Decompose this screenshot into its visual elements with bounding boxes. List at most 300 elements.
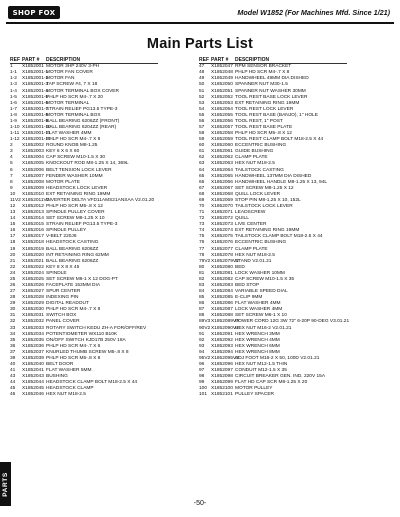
description-cell: KNURLED THUMB SCREW M5-.8 X 8 (46, 349, 129, 355)
part-number-cell: X1852087 (211, 307, 233, 313)
description-cell: PHLP HD SCR M5-.8 X 8 (46, 355, 101, 361)
part-number-cell: X1852026 (22, 283, 44, 288)
ref-cell: 27 (10, 289, 16, 295)
description-cell: FLAT WASHER 4MM (235, 301, 281, 307)
part-number-cell: X1852076 (211, 240, 233, 246)
part-number-cell: X1852058 (211, 131, 233, 137)
ref-cell: 50 (199, 82, 205, 88)
ref-cell: 43 (10, 374, 16, 380)
ref-cell: 76 (199, 240, 205, 246)
part-number-cell: X1852068 (211, 191, 233, 197)
description-cell: TOOL REST BASE LOCK LEVER (235, 94, 308, 100)
description-cell: HEX WRENCH 8MM (235, 349, 280, 355)
part-number-cell: X1852030 (22, 307, 44, 313)
part-number-cell: X1852002 (22, 143, 44, 149)
description-cell: HANDWHEEL HANDLE M8-1.25 X 13, 94L (235, 179, 328, 185)
ref-cell: 82 (199, 276, 205, 282)
part-number-cell: X1852019 (22, 246, 44, 252)
part-number-cell: X1852016 (22, 228, 44, 234)
description-cell: BALL BEARING 6206ZZ (46, 258, 99, 264)
description-cell: CLAMP PLATE (235, 246, 268, 252)
part-number-cell: X1852005 (22, 161, 44, 167)
part-number-cell: X1852015 (22, 222, 44, 228)
description-cell: VARIABLE SPEED DIAL (235, 289, 288, 295)
ref-cell: 92 (199, 337, 205, 343)
part-number-cell: X1852006 (22, 167, 44, 173)
part-number-cell: X1852083 (211, 283, 233, 288)
ref-cell: 80 (199, 264, 205, 270)
description-cell: FACEPLATE 153MM DIA (46, 283, 101, 288)
part-number-cell: X1852097 (211, 368, 233, 374)
part-number-cell: X1852069 (211, 197, 233, 203)
model-header: Model W1852 (For Machines Mfd. Since 1/21) (237, 8, 390, 17)
description-cell: INVERTER DELTA VFD11AMS21ANSAA V2.01.20 (46, 197, 155, 203)
ref-cell: 31 (10, 313, 16, 319)
part-number-cell: X1852091 (211, 331, 233, 337)
description-cell: MOTOR PULLEY (235, 386, 273, 392)
description-cell: MOTOR PLATE (46, 179, 80, 185)
description-cell: HEADSTOCK CLAMP (46, 386, 94, 392)
description-cell: MOTOR TERMINAL (46, 100, 90, 106)
ref-cell: 49 (199, 76, 205, 82)
description-cell: MOTOR TERMINAL BOX (46, 112, 101, 118)
description-cell: HANDWHEEL 137MM DIA DISHED (235, 173, 312, 179)
description-cell: HEADSTOCK LOCK LEVER (46, 185, 108, 191)
ref-cell: 29 (10, 301, 16, 307)
ref-column-header: REF (199, 57, 209, 63)
description-cell: TOOL REST, 1" POST (235, 118, 283, 124)
part-number-cell: X1852004 (22, 155, 44, 161)
ref-cell: 60 (199, 143, 205, 149)
ref-cell: 96 (199, 362, 205, 368)
part-number-cell: X1852086 (211, 301, 233, 307)
part-number-cell: X1852064 (211, 167, 233, 173)
description-cell: TAILSTOCK CLAMP BOLT M18-2.5 X 44 (235, 234, 323, 240)
ref-cell: 97 (199, 368, 205, 374)
ref-cell: 5 (10, 161, 13, 167)
ref-cell: 83 (199, 283, 205, 288)
description-cell: HEX WRENCH 3MM (235, 331, 280, 337)
part-number-cell: X1852073 (211, 222, 233, 228)
ref-cell: 54 (199, 106, 205, 112)
description-cell: SPANNER NUT M30-1.5 (235, 82, 288, 88)
description-cell: STAND V2.01.21 (235, 258, 272, 264)
description-cell: SPANNER NUT WASHER 30MM (235, 88, 306, 94)
ref-cell: 4 (10, 155, 13, 161)
ref-cell: 39 (10, 355, 16, 361)
description-cell: PULLEY SPACER (235, 392, 275, 398)
ref-cell: 45 (10, 386, 16, 392)
ref-cell: 73 (199, 222, 205, 228)
ref-cell: 1-1 (10, 70, 17, 76)
part-number-cell: X1852040 (22, 362, 44, 368)
description-cell: PHLP HD SCR M4-.7 X 6 (46, 343, 101, 349)
description-cell: SPINDLE (46, 270, 67, 276)
description-cell: PHLP HD SCR M4-.7 X 8 (46, 137, 101, 143)
part-number-cell: X1852059 (211, 137, 233, 143)
side-tab-label: PARTS (2, 471, 9, 497)
part-number-cell: X1852047 (211, 64, 233, 70)
page-title: Main Parts List (146, 36, 254, 52)
part-number-cell: X1852070 (211, 203, 233, 209)
description-cell: CONDUIT M12-1.5 X 35 (235, 368, 287, 374)
ref-cell: 14 (10, 216, 16, 222)
part-number-cell: X1852072 (211, 216, 233, 222)
description-cell: ROUND KNOB M8-1.25 (46, 143, 98, 149)
part-number-cell: X1852089V3 (211, 319, 239, 325)
part-number-cell: X1852080 (211, 264, 233, 270)
ref-cell: 1-2 (10, 76, 17, 82)
ref-cell: 93 (199, 343, 205, 349)
ref-cell: 26 (10, 283, 16, 288)
ref-cell: 12 (10, 203, 16, 209)
description-cell: LOCK WASHER 4MM (235, 307, 283, 313)
ref-cell: 75 (199, 234, 205, 240)
description-cell: KEY 6 X 6 X 60 (46, 149, 80, 155)
description-cell: POTENTIOMETER WX110 B10K (46, 331, 118, 337)
part-number-cell: X1852001-4 (22, 88, 49, 94)
part-number-cell: X1852007 (22, 173, 44, 179)
part-number-cell: X1852100 (211, 386, 233, 392)
part-number-cell: X1852025 (22, 276, 44, 282)
ref-cell: 87 (199, 307, 205, 313)
description-cell: FLAT WASHER 4MM (46, 131, 92, 137)
part-number-cell: X1852001-2 (22, 76, 49, 82)
description-cell: STOP PIN M8-1.25 X 10, 152L (235, 197, 301, 203)
part-number-cell: X1852088 (211, 313, 233, 319)
ref-cell: 61 (199, 149, 205, 155)
description-cell: PHLP HD SCR M5-.8 X 12 (235, 131, 292, 137)
part-number-cell: X1852001-8 (22, 112, 49, 118)
description-cell: PHLP HD SCR M4-.7 X 8 (46, 307, 101, 313)
part-number-cell: X1852013 (22, 210, 44, 216)
description-cell: BELT DOOR (46, 362, 74, 368)
ref-cell: 44 (10, 380, 16, 386)
part-number-cell: X1852044 (22, 380, 44, 386)
description-column-header: DESCRIPTION (46, 57, 81, 63)
part-number-cell: X1852092 (211, 337, 233, 343)
description-cell: BALL BEARING 6204ZZ (REAR) (46, 124, 117, 130)
description-cell: BUSHING (46, 374, 68, 380)
ref-cell: 64 (199, 167, 205, 173)
part-number-cell: X1852011V2 (22, 197, 50, 203)
description-cell: TAILSTOCK LOCK LEVER (235, 203, 293, 209)
ref-cell: 35 (10, 337, 16, 343)
parts-table-right (199, 57, 350, 398)
ref-cell: 78 (199, 252, 205, 258)
ref-cell: 52 (199, 94, 205, 100)
description-cell: HEADSTOCK CASTING (46, 240, 99, 246)
header-divider (6, 22, 394, 24)
ref-cell: 48 (199, 70, 205, 76)
part-column-header: PART # (211, 57, 229, 63)
ref-cell: 6 (10, 167, 13, 173)
ref-cell: 34 (10, 331, 16, 337)
description-cell: FENDER WASHER 10MM (46, 173, 103, 179)
description-cell: FLAT WASHER 5MM (46, 368, 92, 374)
part-number-cell: X1852090V2 (211, 325, 239, 331)
ref-cell: 65 (199, 173, 205, 179)
ref-cell: 32 (10, 319, 16, 325)
part-number-cell: X1852037 (22, 349, 44, 355)
part-number-cell: X1852061 (211, 149, 233, 155)
description-cell: INDEXING PIN (46, 295, 79, 301)
part-number-cell: X1852084 (211, 289, 233, 295)
description-cell: TOOL REST LOCK LEVER (235, 106, 294, 112)
part-number-cell: X1852001-10 (22, 124, 51, 130)
description-cell: BELT TENSION LOCK LEVER (46, 167, 112, 173)
part-number-cell: X1852063 (211, 161, 233, 167)
part-number-cell: X1852029 (22, 301, 44, 307)
part-number-cell: X1852001-1 (22, 70, 49, 76)
ref-cell: 1-10 (10, 124, 20, 130)
part-number-cell: X1852034 (22, 331, 44, 337)
ref-cell: 30 (10, 307, 16, 313)
ref-cell: 1-5 (10, 94, 17, 100)
description-cell: EXT RETAINING RING 19MM (46, 191, 111, 197)
table-body (10, 64, 158, 398)
description-cell: SET SCREW M8-1.25 X 12 (235, 185, 294, 191)
ref-cell: 101 (199, 392, 208, 398)
description-cell: HANDWHEEL 49MM DIA DISHED (235, 76, 309, 82)
ref-cell: 95V2 (199, 355, 211, 361)
ref-cell: 1-9 (10, 118, 17, 124)
part-number-cell: X1852078 (211, 252, 233, 258)
ref-cell: 37 (10, 349, 16, 355)
part-number-cell: X1852048 (211, 70, 233, 76)
part-number-cell: X1852001-3 (22, 82, 49, 88)
ref-cell: 62 (199, 155, 205, 161)
part-number-cell: X1852079V2 (211, 258, 239, 264)
ref-cell: 1 (10, 64, 13, 70)
part-number-cell: X1852021 (22, 258, 44, 264)
part-number-cell: X1852028 (22, 295, 44, 301)
part-number-cell: X1852101 (211, 392, 233, 398)
ref-cell: 1-7 (10, 106, 17, 112)
ref-cell: 55 (199, 112, 205, 118)
part-number-cell: X1852020 (22, 252, 44, 258)
part-number-cell: X1852052 (211, 94, 233, 100)
description-cell: LIVE CENTER (235, 222, 267, 228)
ref-cell: 71 (199, 210, 205, 216)
part-number-cell: X1852022 (22, 264, 44, 270)
part-number-cell: X1852018 (22, 240, 44, 246)
description-cell: MOTOR 3HP 240V 3-PH (46, 64, 100, 70)
ref-cell: 8 (10, 179, 13, 185)
table-body (199, 64, 350, 398)
ref-cell: 15 (10, 222, 16, 228)
ref-cell: 68 (199, 191, 205, 197)
description-cell: V-BELT 220J6 (46, 234, 77, 240)
ref-cell: 77 (199, 246, 205, 252)
description-cell: HEX WRENCH 4MM (235, 337, 280, 343)
ref-cell: 90V2 (199, 325, 211, 331)
part-number-cell: X1852066 (211, 179, 233, 185)
description-cell: CAP SCREW M10-1.5 X 30 (46, 155, 106, 161)
ref-cell: 17 (10, 234, 16, 240)
page-number: -50- (193, 500, 207, 507)
description-cell: MOTOR FAN COVER (46, 70, 93, 76)
description-cell: TOOL REST CLAMP BOLT M18-2.5 X 44 (235, 137, 324, 143)
part-number-cell: X1852001-7 (22, 106, 49, 112)
description-column-header: DESCRIPTION (235, 57, 270, 63)
description-cell: SWITCH BOX (46, 313, 77, 319)
ref-cell: 41 (10, 368, 16, 374)
description-cell: E-CLIP 9MM (235, 295, 263, 301)
part-number-cell: X1852001-6 (22, 100, 49, 106)
ref-cell: 1-6 (10, 100, 17, 106)
part-number-cell: X1852001 (22, 64, 44, 70)
description-cell: TAILSTOCK CASTING (235, 167, 284, 173)
description-cell: TOOL REST BASE (BANJO), 1" HOLE (235, 112, 318, 118)
ref-cell: 74 (199, 228, 205, 234)
ref-cell: 86 (199, 301, 205, 307)
description-cell: DIGITAL READOUT (46, 301, 89, 307)
part-number-cell: X1852001-11 (22, 131, 51, 137)
ref-cell: 94 (199, 349, 205, 355)
description-cell: RPM SENSOR BRACKET (235, 64, 292, 70)
part-number-cell: X1852062 (211, 155, 233, 161)
part-number-cell: X1852014 (22, 216, 44, 222)
description-cell: HEX NUT M18-2.5 (235, 161, 275, 167)
ref-cell: 100 (199, 386, 208, 392)
ref-cell: 84 (199, 289, 205, 295)
ref-cell: 56 (199, 118, 205, 124)
part-number-cell: X1852049 (211, 76, 233, 82)
ref-cell: 85 (199, 295, 205, 301)
ref-cell: 11V2 (10, 197, 21, 203)
part-number-cell: X1852043 (22, 374, 44, 380)
part-number-cell: X1852055 (211, 112, 233, 118)
part-number-cell: X1852094 (211, 349, 233, 355)
part-number-cell: X1852027 (22, 289, 44, 295)
description-cell: QUILL LOCK LEVER (235, 191, 281, 197)
ref-cell: 79V2 (199, 258, 211, 264)
ref-cell: 1-11 (10, 131, 20, 137)
ref-cell: 99 (199, 380, 205, 386)
ref-cell: 88 (199, 313, 205, 319)
ref-cell: 9 (10, 185, 13, 191)
description-cell: BALL BEARING 6206ZZ (46, 246, 99, 252)
table-row (199, 392, 347, 398)
ref-cell: 10 (10, 191, 16, 197)
part-number-cell: X1852001-5 (22, 94, 49, 100)
part-number-cell: X1852008 (22, 179, 44, 185)
description-cell: HEADSTOCK CLAMP BOLT M18-2.5 X 44 (46, 380, 138, 386)
ref-cell: 72 (199, 216, 205, 222)
description-cell: SPINDLE PULLEY COVER (46, 210, 105, 216)
part-number-cell: X1852056 (211, 118, 233, 124)
ref-cell: 59 (199, 137, 205, 143)
part-number-cell: X1852035 (22, 337, 44, 343)
part-number-cell: X1852050 (211, 82, 233, 88)
ref-cell: 28 (10, 295, 16, 301)
description-cell: CIRCUIT BREAKER GEN. IND. 220V 15A (235, 374, 326, 380)
ref-cell: 1-8 (10, 112, 17, 118)
ref-cell: 47 (199, 64, 205, 70)
ref-cell: 33 (10, 325, 16, 331)
description-cell: HEX NUT M18-2.5 (46, 392, 86, 398)
description-cell: LEADSCREW (235, 210, 266, 216)
ref-cell: 67 (199, 185, 205, 191)
ref-column-header: REF (10, 57, 20, 63)
part-number-cell: X1852098 (211, 374, 233, 380)
description-cell: HEX NUT M12-1.5 THIN (235, 362, 288, 368)
parts-table-left (10, 57, 158, 398)
description-cell: SPINDLE PULLEY (46, 228, 87, 234)
part-number-cell: X1852041 (22, 368, 44, 374)
part-number-cell: X1852067 (211, 185, 233, 191)
shop-fox-logo: SHOP FOX (8, 6, 60, 19)
ref-cell: 57 (199, 124, 205, 130)
description-cell: ECCENTRIC BUSHING (235, 240, 287, 246)
description-cell: BALL BEARING 6206ZZ (FRONT) (46, 118, 120, 124)
table-row (10, 392, 158, 398)
ref-cell: 25 (10, 276, 16, 282)
part-number-cell: X1852065 (211, 173, 233, 179)
ref-cell: 98 (199, 374, 205, 380)
part-number-cell: X1852012 (22, 203, 44, 209)
part-number-cell: X1852054 (211, 106, 233, 112)
description-cell: GUIDE BUSHING (235, 149, 274, 155)
part-number-cell: X1852051 (211, 88, 233, 94)
description-cell: QUILL (235, 216, 249, 222)
description-cell: CLAMP PLATE (235, 155, 268, 161)
description-cell: PHLP HD SCR M4-.7 X 8 (235, 70, 290, 76)
description-cell: EXT RETAINING RING 19MM (235, 228, 300, 234)
part-number-cell: X1852075 (211, 234, 233, 240)
ref-cell: 7 (10, 173, 13, 179)
description-cell: STRAIN RELIEF PG13.5 TYPE-3 (46, 106, 118, 112)
description-cell: ON/OFF SWITCH KJD17B 250V 18A (46, 337, 126, 343)
ref-cell: 51 (199, 88, 205, 94)
ref-cell: 24 (10, 270, 16, 276)
ref-cell: 16 (10, 228, 16, 234)
part-number-cell: X1852039 (22, 355, 44, 361)
description-cell: HEX NUT M18-2.5 (235, 252, 275, 258)
part-number-cell: X1852060 (211, 143, 233, 149)
description-cell: TAP SCREW #4, 7 X 18 (46, 82, 98, 88)
part-number-cell: X1852071 (211, 210, 233, 216)
ref-cell: 22 (10, 264, 16, 270)
part-column-header: PART # (22, 57, 40, 63)
ref-cell: 40 (10, 362, 16, 368)
description-cell: HEX NUT M16-2 V2.01.21 (235, 325, 292, 331)
part-number-cell: X1852033 (22, 325, 44, 331)
ref-cell: 1-4 (10, 88, 17, 94)
part-number-cell: X1852031 (22, 313, 44, 319)
description-cell: TOOL REST BASE PLATE (235, 124, 293, 130)
ref-cell: 36 (10, 343, 16, 349)
description-cell: SET SCREW M8-1.25 X 10 (46, 216, 105, 222)
ref-cell: 21 (10, 258, 16, 264)
ref-cell: 3 (10, 149, 13, 155)
ref-cell: 20 (10, 252, 16, 258)
ref-cell: 91 (199, 331, 205, 337)
description-cell: EXT RETAINING RING 19MM (235, 100, 300, 106)
description-cell: MOTOR FAN (46, 76, 75, 82)
part-number-cell: X1852093 (211, 343, 233, 349)
part-number-cell: X1852009 (22, 185, 44, 191)
description-cell: SET SCREW M6-1 X 12 DOG-PT (46, 276, 118, 282)
part-number-cell: X1852032 (22, 319, 44, 325)
ref-cell: 53 (199, 100, 205, 106)
part-number-cell: X1852024 (22, 270, 44, 276)
part-number-cell: X1852053 (211, 100, 233, 106)
description-cell: INT RETAINING RING 62MM (46, 252, 109, 258)
part-number-cell: X1852046 (22, 392, 44, 398)
description-cell: BED STOP (235, 283, 260, 288)
